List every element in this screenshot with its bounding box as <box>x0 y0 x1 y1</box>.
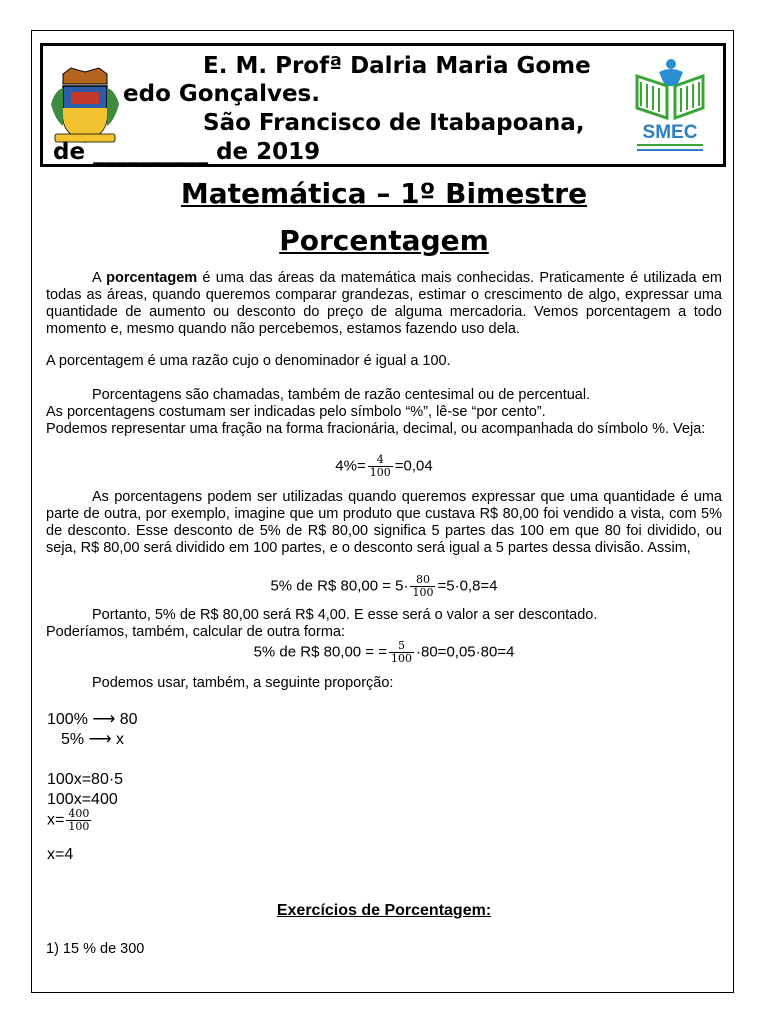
calc-step-3 <box>47 808 93 833</box>
eq1-right: =0,04 <box>394 457 433 475</box>
ratio-definition: A porcentagem é uma razão cujo o denominador é igual a 100. <box>46 353 451 369</box>
intro-paragraph <box>46 270 722 338</box>
header-line-3: São Francisco de Itabapoana, <box>203 110 585 136</box>
main-title: Matemática – 1º Bimestre <box>180 177 588 210</box>
calc-step-2: 100x=400 <box>47 791 118 808</box>
eq3-fraction <box>389 640 414 665</box>
exercise-1: 1) 15 % de 300 <box>46 941 145 957</box>
equation-3 <box>0 640 768 665</box>
equation-1 <box>0 454 768 479</box>
result-text: Portanto, 5% de R$ 80,00 será R$ 4,00. E esse será o valor a ser descontado. <box>92 607 598 623</box>
eq2-fraction <box>410 574 435 599</box>
discount-paragraph <box>46 489 722 557</box>
eq1-fraction <box>368 454 393 479</box>
centesimal-text: Porcentagens são chamadas, também de razão centesimal ou de percentual. <box>92 387 591 403</box>
eq1-denominator: 100 <box>369 466 391 479</box>
eq2-right: =5·0,8=4 <box>437 577 498 595</box>
exercises-title: Exercícios de Porcentagem: <box>276 902 492 919</box>
representation-paragraph: Podemos representar uma fração na forma fracionária, decimal, ou acompanhada do símbolo %. Veja: <box>46 421 706 437</box>
subtitle: Porcentagem <box>279 224 489 257</box>
proportion-paragraph <box>46 675 393 692</box>
result-paragraph <box>46 607 597 624</box>
symbol-paragraph: As porcentagens costumam ser indicadas pelo símbolo “%”, lê-se “por cento”. <box>46 404 546 420</box>
eq2-denominator: 100 <box>412 586 434 599</box>
eq2-left: 5% de R$ 80,00 = 5· <box>270 577 409 595</box>
calc-step-4: x=4 <box>47 846 74 863</box>
proportion-row-1: 100% ⟶ 80 <box>47 711 138 728</box>
equation-2 <box>0 574 768 599</box>
calc3-numerator: 400 <box>68 807 90 820</box>
smec-logo-text: SMEC <box>642 122 698 143</box>
smec-logo-icon <box>631 56 709 156</box>
centesimal-paragraph <box>46 387 590 404</box>
eq3-left: 5% de R$ 80,00 = = <box>253 643 387 661</box>
discount-text: As porcentagens podem ser utilizadas quando queremos expressar que uma quantidade é uma parte de outra, por exemplo, imagine que um produto que custava R$ 80,00 foi vendido a vista, com 5% de desconto. Esse desconto de 5% de R$ 80,00 significa 5 partes das 100 em que 80 foi dividido, ou seja, R$ 80,00 será dividido em 100 partes, e o desconto será igual a 5 partes dessa divisão. Assim, <box>46 489 722 556</box>
proportion-text: Podemos usar, também, a seguinte proporção: <box>92 675 394 691</box>
header-line-2: edo Gonçalves. <box>123 81 320 107</box>
proportion-row-2: 5% ⟶ x <box>61 731 124 748</box>
intro-bold-term: porcentagem <box>106 270 198 286</box>
eq1-left: 4%= <box>335 457 366 475</box>
header-line-1: E. M. Profª Dalria Maria Gome <box>203 53 591 79</box>
eq1-numerator: 4 <box>376 453 384 466</box>
other-way-paragraph: Poderíamos, também, calcular de outra forma: <box>46 624 345 640</box>
eq3-numerator: 5 <box>398 639 405 652</box>
header-line-4: de __________ de 2019 <box>53 139 321 165</box>
eq3-right: ·80=0,05·80=4 <box>416 643 515 661</box>
eq2-numerator: 80 <box>415 573 430 586</box>
school-header <box>40 43 726 167</box>
eq3-denominator: 100 <box>391 652 412 665</box>
calc3-left: x= <box>47 811 65 829</box>
intro-lead: A <box>92 270 107 286</box>
municipal-crest-icon <box>49 64 121 146</box>
calc3-denominator: 100 <box>68 820 90 833</box>
intro-rest: é uma das áreas da matemática mais conhecidas. Praticamente é utilizada em todas as áreas, quando queremos comparar grandezas, estimar o crescimento de algo, expressar uma quantidade de aumento ou desconto do preço de alguma mercadoria. Vemos porcentagem a todo momento e, mesmo quando não percebemos, estamos fazendo uso dela. <box>46 270 722 337</box>
calc3-fraction <box>66 808 91 833</box>
calc-step-1: 100x=80·5 <box>47 771 124 788</box>
